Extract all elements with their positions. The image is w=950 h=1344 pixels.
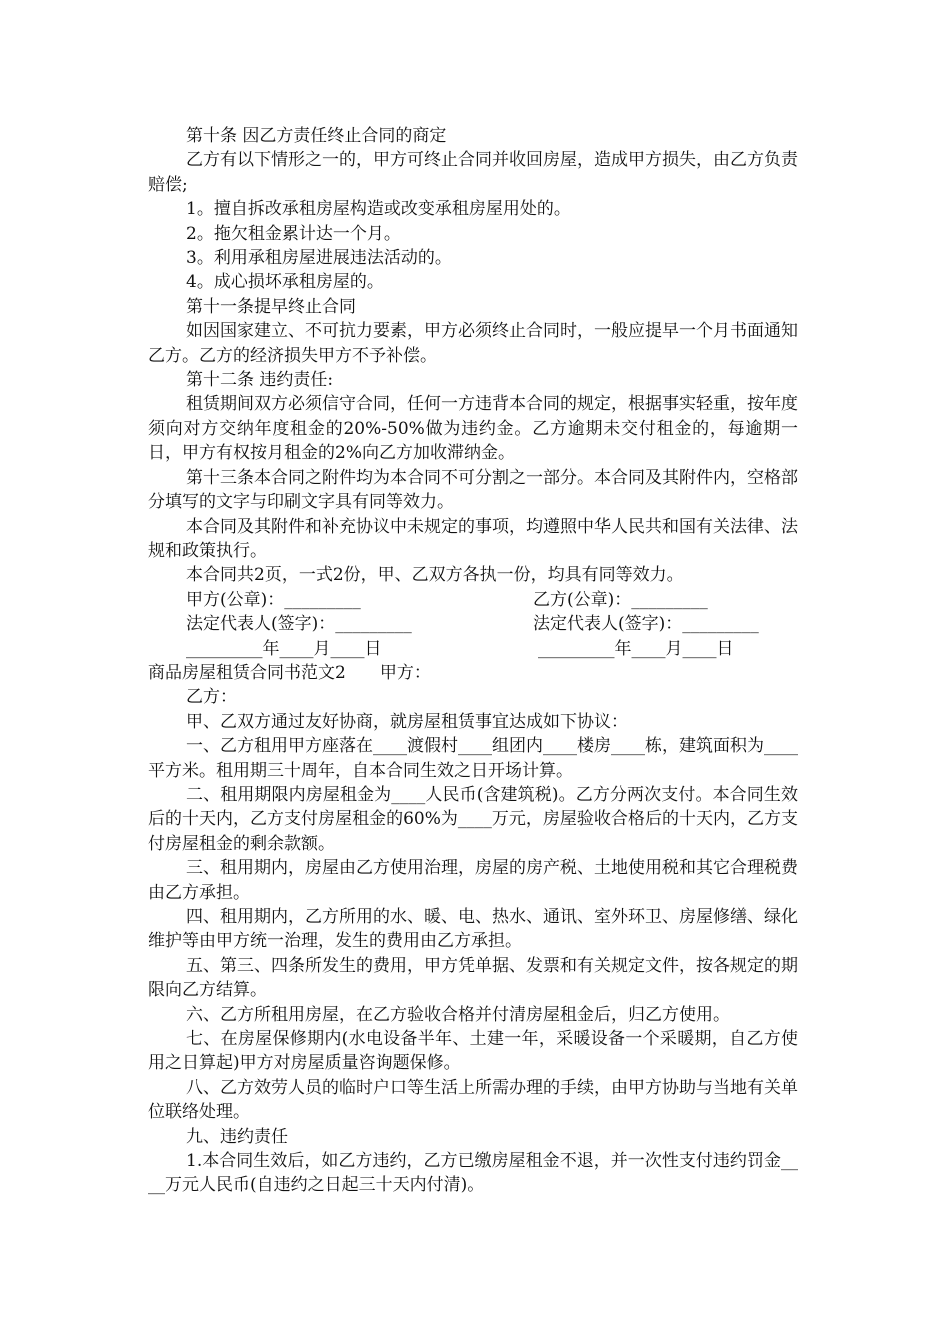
clause-9-item-1: 1.本合同生效后，如乙方违约，乙方已缴房屋租金不退，并一次性支付违约罚金____万元人民币(自违约之日起三十天内付清)。 [148, 1151, 798, 1196]
paragraph: 本合同及其附件和补充协议中未规定的事项，均遵照中华人民共和国有关法律、法规和政策执行。 [148, 516, 798, 561]
article-12-title: 第十二条 违约责任: [186, 370, 334, 391]
article-11-title: 第十一条提早终止合同 [186, 296, 356, 317]
clause-4: 四、租用期内，乙方所用的水、暖、电、热水、通讯、室外环卫、房屋修缮、绿化维护等由甲方统一治理，发生的费用由乙方承担。 [148, 907, 798, 952]
article-10-title: 第十条 因乙方责任终止合同的商定 [186, 126, 447, 146]
paragraph: 甲、乙双方通过友好协商，就房屋租赁事宜达成如下协议： [186, 711, 628, 732]
signature-rep-row [148, 612, 798, 636]
list-item: 3。利用承租房屋进展违法活动的。 [186, 248, 452, 269]
paragraph: 本合同共2页，一式2份，甲、乙双方各执一份，均具有同等效力。 [186, 565, 684, 586]
clause-9-title: 九、违约责任 [186, 1126, 288, 1147]
clause-2: 二、租用期限内房屋租金为____人民币(含建筑税)。乙方分两次支付。本合同生效后的十天内，乙方支付房屋租金的60%为____万元，房屋验收合格后的十天内，乙方支付房屋租金的剩余款额。 [148, 784, 798, 854]
party-b-seal: 乙方(公章)：_________ [533, 589, 708, 610]
list-item: 4。成心损坏承租房屋的。 [186, 272, 384, 293]
clause-1: 一、乙方租用甲方座落在____渡假村____组团内____楼房____栋，建筑面积为____平方米。租用期三十周年，自本合同生效之日开场计算。 [148, 736, 798, 781]
clause-5: 五、第三、四条所发生的费用，甲方凭单据、发票和有关规定文件，按各规定的期限向乙方结算。 [148, 955, 798, 1001]
clause-6: 六、乙方所租用房屋，在乙方验收合格并付清房屋租金后，归乙方使用。 [186, 1004, 730, 1025]
party-a-seal: 甲方(公章)：_________ [186, 589, 361, 610]
document-page [148, 124, 798, 1198]
signature-seal-row [148, 588, 798, 612]
signature-date-row [148, 637, 798, 661]
party-b-date: _________年____月____日 [538, 638, 734, 659]
clause-8: 八、乙方效劳人员的临时户口等生活上所需办理的手续，由甲方协助与当地有关单位联络处理。 [148, 1077, 798, 1123]
party-b-representative: 法定代表人(签字)：_________ [533, 614, 759, 635]
clause-3: 三、租用期内，房屋由乙方使用治理，房屋的房产税、土地使用税和其它合理税费由乙方承担。 [148, 858, 798, 903]
paragraph: 租赁期间双方必须信守合同，任何一方违背本合同的规定，根据事实轻重，按年度须向对方交纳年度租金的20%-50%做为违约金。乙方逾期未交付租金的，每逾期一日，甲方有权按月租金的2%向乙方加收滞纳金。 [148, 394, 798, 464]
list-item: 1。擅自拆改承租房屋构造或改变承租房屋用处的。 [186, 199, 571, 220]
template-heading: 商品房屋租赁合同书范文2 甲方： [148, 662, 431, 683]
party-a-date: _________年____月____日 [186, 638, 382, 659]
party-b-line: 乙方： [186, 687, 237, 708]
article-13-paragraph: 第十三条本合同之附件均为本合同不可分割之一部分。本合同及其附件内，空格部分填写的文字与印刷文字具有同等效力。 [148, 467, 798, 513]
clause-7: 七、在房屋保修期内(水电设备半年、土建一年，采暖设备一个采暖期，自乙方使用之日算起)甲方对房屋质量咨询题保修。 [148, 1029, 798, 1074]
paragraph: 乙方有以下情形之一的，甲方可终止合同并收回房屋，造成甲方损失，由乙方负责赔偿; [148, 150, 798, 195]
party-a-representative: 法定代表人(签字)：_________ [186, 614, 412, 635]
paragraph: 如因国家建立、不可抗力要素，甲方必须终止合同时，一般应提早一个月书面通知乙方。乙方的经济损失甲方不予补偿。 [148, 321, 798, 366]
list-item: 2。拖欠租金累计达一个月。 [186, 223, 401, 244]
